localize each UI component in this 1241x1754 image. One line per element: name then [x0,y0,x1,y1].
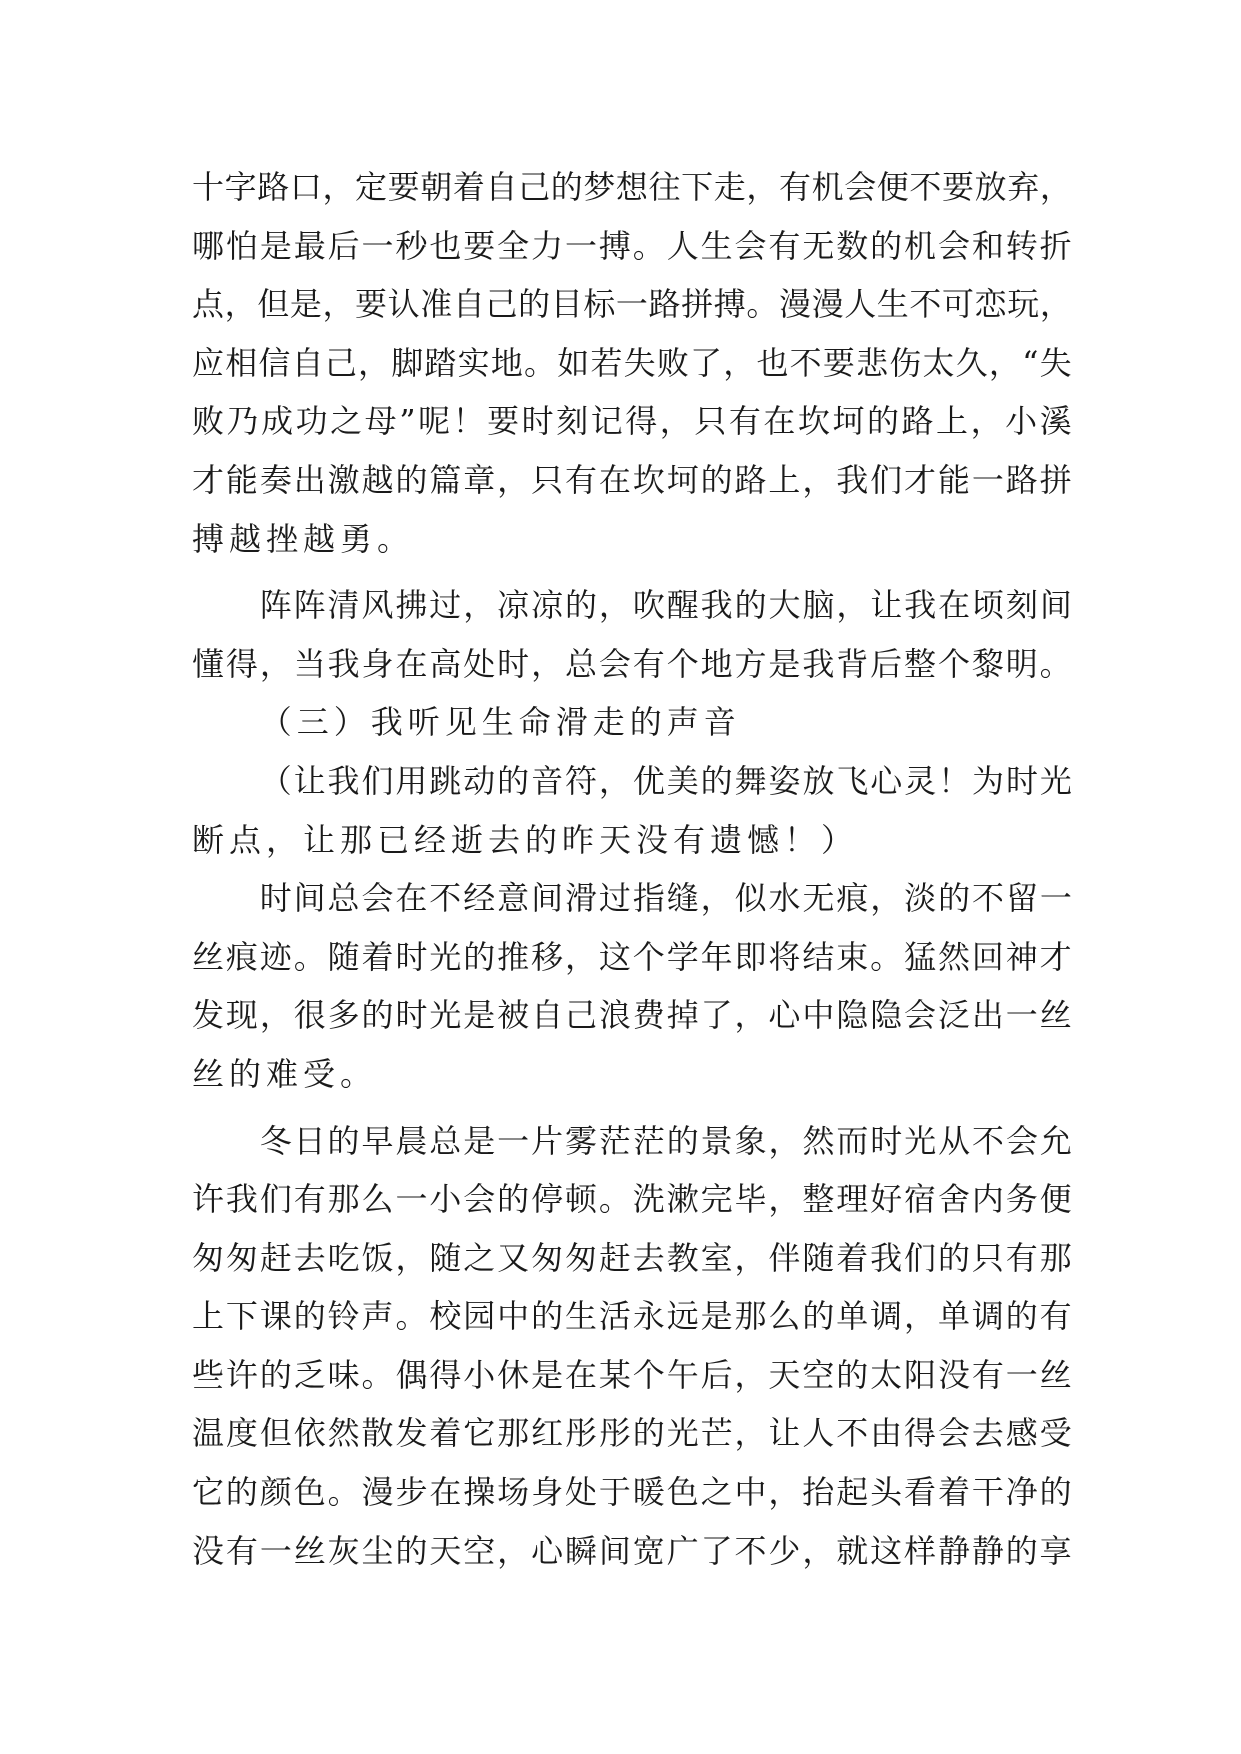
text-line: 懂 得 ， 当 我 身 在 高 处 时 ， 总 会 有 个 地 方 是 我 背 后 整 个 黎 明 。 [192,644,1072,683]
text-line: 时 间 总 会 在 不 经 意 间 滑 过 指 缝 ， 似 水 无 痕 ， 淡 的 不 留 一 [259,879,1072,918]
text-line: 丝的难受。 [192,1054,378,1093]
text-line: 败 乃 成 功 之 母 ” 呢 ！ 要 时 刻 记 得 ， 只 有 在 坎 坷 的 路 上 ， 小 溪 [192,402,1072,441]
paragraph-gap [192,1104,1072,1112]
text-line: 上 下 课 的 铃 声 。 校 园 中 的 生 活 永 远 是 那 么 的 单 调 ， 单 调 的 有 [192,1297,1072,1336]
text-line: 哪 怕 是 最 后 一 秒 也 要 全 力 一 搏 。 人 生 会 有 无 数 的 机 会 和 转 折 [192,226,1072,265]
text-line: 没 有 一 丝 灰 尘 的 天 空 ， 心 瞬 间 宽 广 了 不 少 ， 就 这 样 静 静 的 享 [192,1531,1072,1570]
text-line: （三）我听见生命滑走的声音 [259,703,741,742]
text-line: 匆 匆 赶 去 吃 饭 ， 随 之 又 匆 匆 赶 去 教 室 ， 伴 随 着 我 们 的 只 有 那 [192,1238,1072,1277]
text-line: 搏越挫越勇。 [192,519,415,558]
document-page [192,158,1072,1580]
text-line: （ 让 我 们 用 跳 动 的 音 符 ， 优 美 的 舞 姿 放 飞 心 灵 ！ 为 时 光 [259,761,1072,800]
text-line: 发 现 ， 很 多 的 时 光 是 被 自 己 浪 费 掉 了 ， 心 中 隐 隐 会 泛 出 一 丝 [192,996,1072,1035]
text-line: 阵 阵 清 风 拂 过 ， 凉 凉 的 ， 吹 醒 我 的 大 脑 ， 让 我 在 顷 刻 间 [259,586,1072,625]
text-line: 丝 痕 迹 。 随 着 时 光 的 推 移 ， 这 个 学 年 即 将 结 束 。 猛 然 回 神 才 [192,937,1072,976]
text-line: 十 字 路 口 ， 定 要 朝 着 自 己 的 梦 想 往 下 走 ， 有 机 会 便 不 要 放 弃 ， [192,168,1072,206]
text-line: 断点，让那已经逝去的昨天没有遗憾！） [192,820,859,859]
text-line: 应 相 信 自 己 ， 脚 踏 实 地 。 如 若 失 败 了 ， 也 不 要 悲 伤 太 久 ， “ 失 [192,343,1072,382]
text-line: 它 的 颜 色 。 漫 步 在 操 场 身 处 于 暖 色 之 中 ， 抬 起 头 看 着 干 净 的 [192,1473,1072,1512]
text-line: 些 许 的 乏 味 。 偶 得 小 休 是 在 某 个 午 后 ， 天 空 的 太 阳 没 有 一 丝 [192,1355,1072,1394]
text-line: 许 我 们 有 那 么 一 小 会 的 停 顿 。 洗 漱 完 毕 ， 整 理 好 宿 舍 内 务 便 [192,1180,1072,1219]
text-line: 温 度 但 依 然 散 发 着 它 那 红 彤 彤 的 光 芒 ， 让 人 不 由 得 会 去 感 受 [192,1414,1072,1453]
body-text [192,158,1072,1580]
text-line: 冬 日 的 早 晨 总 是 一 片 雾 茫 茫 的 景 象 ， 然 而 时 光 从 不 会 允 [259,1121,1072,1160]
paragraph-gap [192,568,1072,576]
text-line: 才 能 奏 出 激 越 的 篇 章 ， 只 有 在 坎 坷 的 路 上 ， 我 们 才 能 一 路 拼 [192,460,1072,499]
text-line: 点 ， 但 是 ， 要 认 准 自 己 的 目 标 一 路 拼 搏 。 漫 漫 人 生 不 可 恋 玩 ， [192,285,1072,324]
